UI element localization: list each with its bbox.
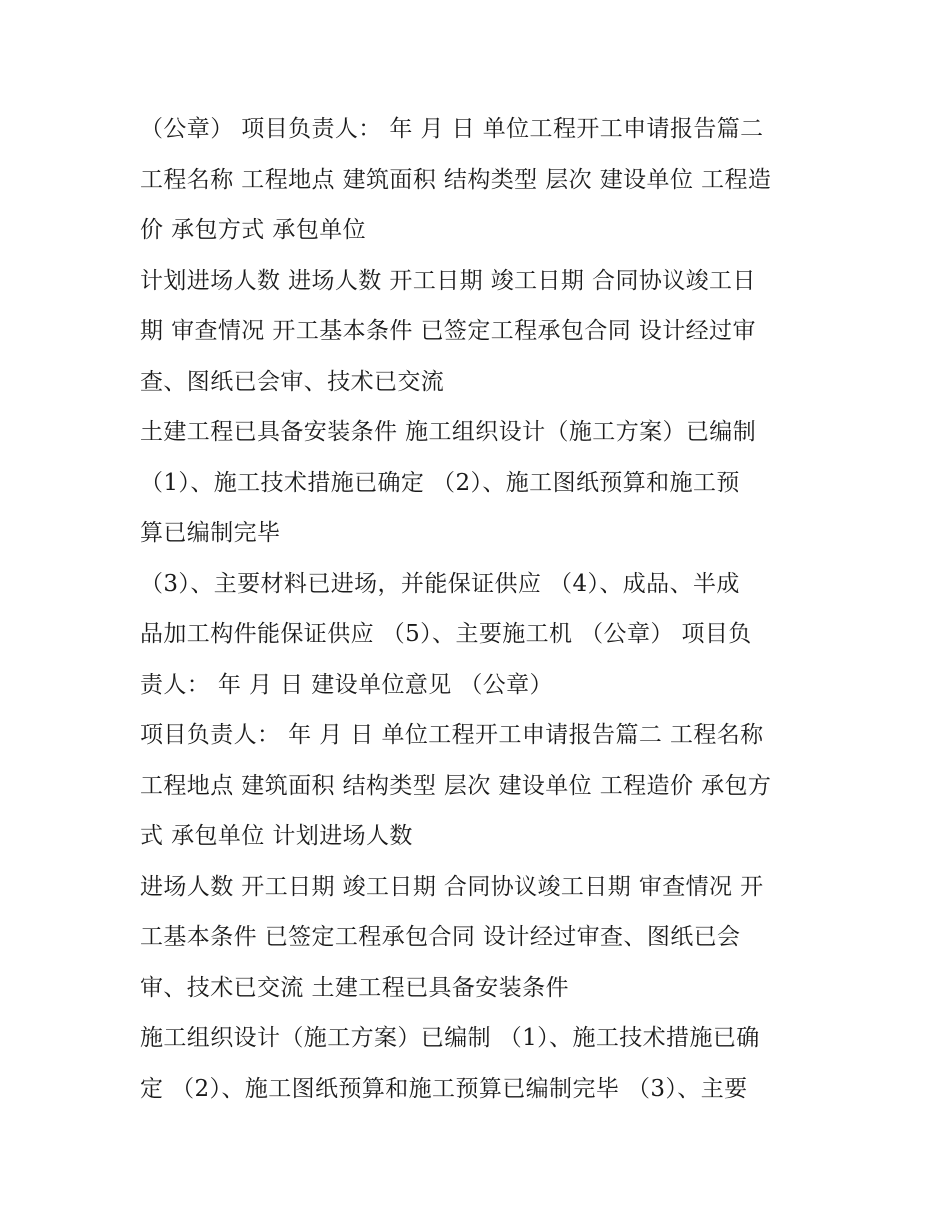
text-line: 土建工程已具备安装条件 施工组织设计（施工方案）已编制: [140, 419, 757, 445]
text-line: 查、图纸已会审、技术已交流: [140, 368, 445, 395]
text-line: 项目负责人： 年 月 日 单位工程开工申请报告篇二 工程名称: [140, 722, 764, 748]
text-line: 定 （2）、施工图纸预算和施工预算已编制完毕 （3）、主要: [140, 1075, 748, 1102]
text-line: 进场人数 开工日期 竣工日期 合同协议竣工日期 审查情况 开: [140, 873, 764, 900]
paragraph-1: [140, 104, 805, 256]
text-line: 责人： 年 月 日 建设单位意见 （公章）: [140, 671, 553, 698]
text-line: （3）、主要材料已进场，并能保证供应 （4）、成品、半成: [140, 570, 740, 597]
text-line: 工程名称 工程地点 建筑面积 结构类型 层次 建设单位 工程造: [140, 166, 772, 193]
paragraph-7: [140, 1013, 805, 1114]
document-body: [140, 104, 805, 1114]
paragraph-2: [140, 256, 805, 408]
paragraph-4: [140, 559, 805, 711]
text-line: 式 承包单位 计划进场人数: [140, 823, 413, 849]
text-line: 价 承包方式 承包单位: [140, 217, 367, 243]
text-line: 工基本条件 已签定工程承包合同 设计经过审查、图纸已会: [140, 924, 741, 950]
text-line: 施工组织设计（施工方案）已编制 （1）、施工技术措施已确: [140, 1025, 760, 1051]
text-line: 期 审查情况 开工基本条件 已签定工程承包合同 设计经过审: [140, 318, 756, 344]
text-line: 算已编制完毕: [140, 520, 281, 546]
text-line: 品加工构件能保证供应 （5）、主要施工机 （公章） 项目负: [140, 621, 752, 647]
text-line: 审、技术已交流 土建工程已具备安装条件: [140, 974, 569, 1001]
paragraph-6: [140, 862, 805, 1014]
text-line: （1）、施工技术措施已确定 （2）、施工图纸预算和施工预: [140, 469, 740, 496]
paragraph-3: [140, 407, 805, 559]
paragraph-5: [140, 710, 805, 862]
text-line: 计划进场人数 进场人数 开工日期 竣工日期 合同协议竣工日: [140, 267, 756, 294]
text-line: 工程地点 建筑面积 结构类型 层次 建设单位 工程造价 承包方: [140, 772, 772, 799]
text-line: （公章） 项目负责人： 年 月 日 单位工程开工申请报告篇二: [140, 116, 764, 142]
